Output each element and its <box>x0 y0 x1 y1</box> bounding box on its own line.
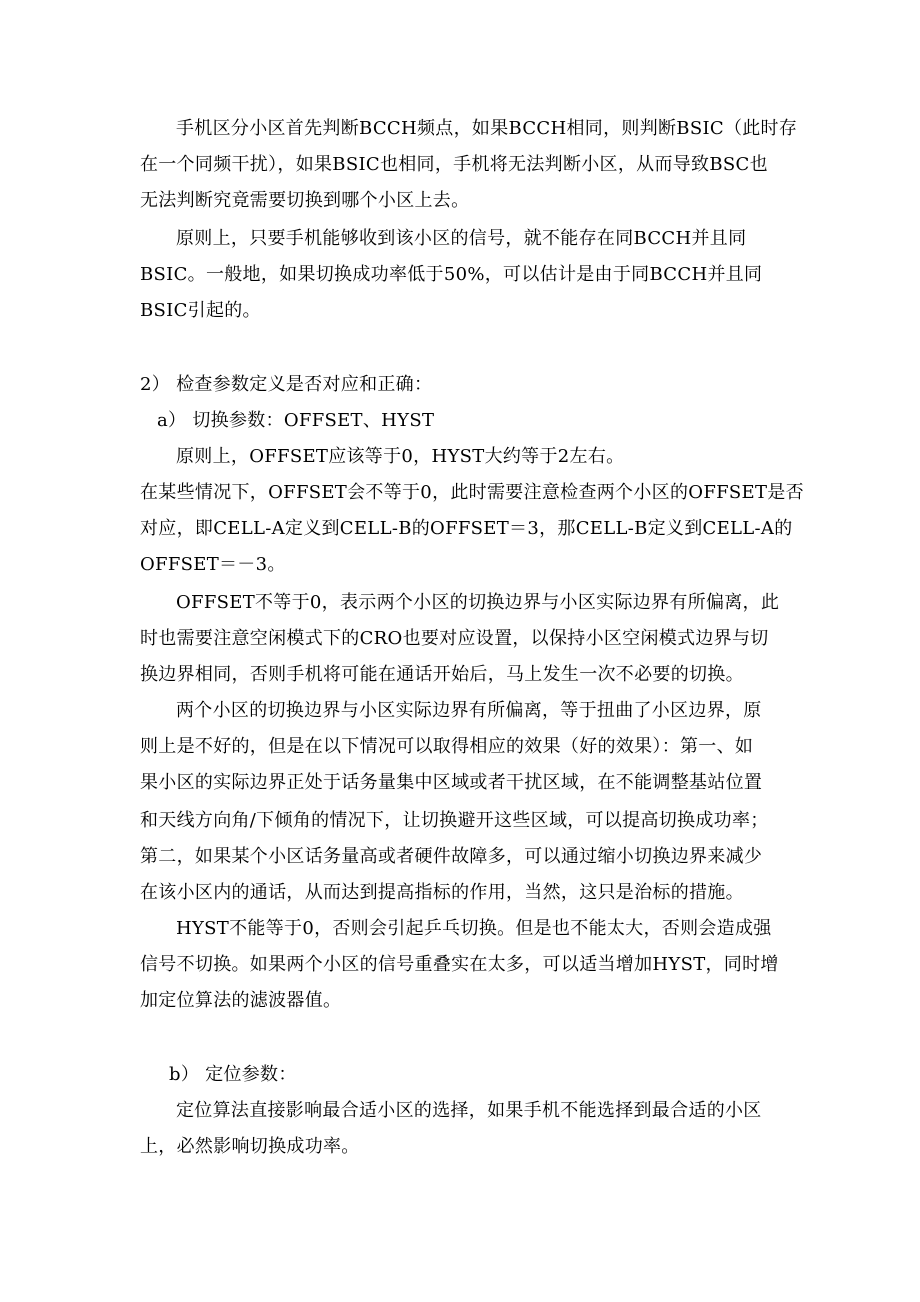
text-line: 定位算法直接影响最合适小区的选择，如果手机不能选择到最合适的小区 <box>176 1100 762 1121</box>
text-line: 在某些情况下，OFFSET会不等于0，此时需要注意检查两个小区的OFFSET是否 <box>140 482 804 503</box>
text-line: 和天线方向角/下倾角的情况下，让切换避开这些区域，可以提高切换成功率； <box>140 810 769 831</box>
text-line: 加定位算法的滤波器值。 <box>140 990 342 1011</box>
text-line: 信号不切换。如果两个小区的信号重叠实在太多，可以适当增加HYST，同时增 <box>140 954 779 975</box>
text-line: 果小区的实际边界正处于话务量集中区域或者干扰区域，在不能调整基站位置 <box>140 772 763 793</box>
text-line: 无法判断究竟需要切换到哪个小区上去。 <box>140 190 470 211</box>
text-line: 第二，如果某个小区话务量高或者硬件故障多，可以通过缩小切换边界来减少 <box>140 846 763 867</box>
text-line: 则上是不好的，但是在以下情况可以取得相应的效果（好的效果）：第一、如 <box>140 736 754 757</box>
text-line: 上，必然影响切换成功率。 <box>140 1136 360 1157</box>
text-line: 原则上，只要手机能够收到该小区的信号，就不能存在同BCCH并且同 <box>176 228 747 249</box>
text-line: 两个小区的切换边界与小区实际边界有所偏离，等于扭曲了小区边界，原 <box>176 700 762 721</box>
text-line: 手机区分小区首先判断BCCH频点，如果BCCH相同，则判断BSIC（此时存 <box>176 118 798 139</box>
text-line: OFFSET不等于0，表示两个小区的切换边界与小区实际边界有所偏离，此 <box>176 592 780 613</box>
subsection-heading: a） 切换参数：OFFSET、HYST <box>157 410 435 431</box>
text-line: OFFSET＝－3。 <box>140 554 286 575</box>
subsection-heading: b） 定位参数： <box>169 1064 297 1085</box>
text-line: BSIC引起的。 <box>140 300 261 321</box>
text-line: 原则上，OFFSET应该等于0，HYST大约等于2左右。 <box>176 446 625 467</box>
section-heading: 2） 检查参数定义是否对应和正确： <box>140 374 433 395</box>
text-line: 时也需要注意空闲模式下的CRO也要对应设置，以保持小区空闲模式边界与切 <box>140 628 769 649</box>
text-line: 换边界相同，否则手机将可能在通话开始后，马上发生一次不必要的切换。 <box>140 664 744 685</box>
text-line: 在该小区内的通话，从而达到提高指标的作用，当然，这只是治标的措施。 <box>140 882 744 903</box>
text-line: BSIC。一般地，如果切换成功率低于50%，可以估计是由于同BCCH并且同 <box>140 264 763 285</box>
text-line: HYST不能等于0，否则会引起乒乓切换。但是也不能太大，否则会造成强 <box>176 918 772 939</box>
text-line: 在一个同频干扰），如果BSIC也相同，手机将无法判断小区，从而导致BSC也 <box>140 154 768 175</box>
text-line: 对应，即CELL-A定义到CELL-B的OFFSET＝3，那CELL-B定义到CELL-A的 <box>140 518 793 539</box>
